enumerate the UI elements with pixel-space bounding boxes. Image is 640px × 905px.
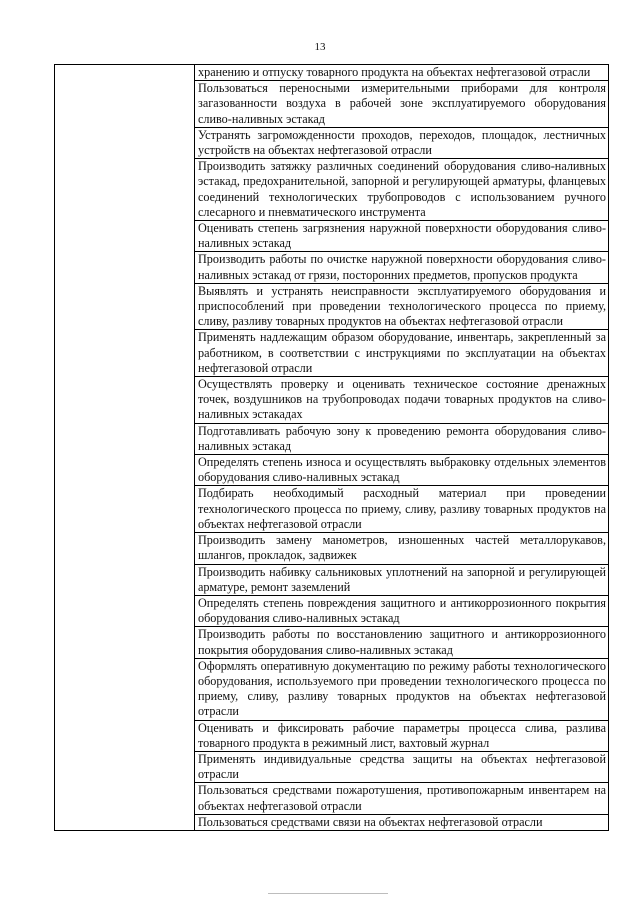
skill-cell	[195, 720, 609, 751]
skill-text: Определять степень повреждения защитного и антикоррозионного покрытия оборудования сливо-наливных эстакад	[198, 595, 606, 626]
skill-text: Оценивать и фиксировать рабочие параметры процесса слива, разлива товарного продукта в режимный лист, вахтовый журнал	[198, 720, 606, 750]
skill-cell	[195, 486, 609, 533]
skill-text: Осуществлять проверку и оценивать техническое состояние дренажных точек, воздушников на трубопроводах подачи товарных продуктов на сливо-наливных эстакадах	[198, 377, 606, 422]
skill-text: Производить замену манометров, изношенных частей металлорукавов, шлангов, прокладок, задвижек	[198, 533, 606, 563]
skill-text: Устранять загроможденности проходов, переходов, площадок, лестничных устройств на объектах нефтегазовой отрасли	[198, 127, 606, 158]
skill-cell	[195, 455, 609, 486]
skill-cell	[195, 564, 609, 595]
skill-cell	[195, 159, 609, 221]
skill-cell	[195, 330, 609, 377]
skill-cell	[195, 283, 609, 330]
scan-artifact-line	[268, 893, 388, 894]
skill-cell	[195, 751, 609, 782]
skill-cell	[195, 65, 609, 81]
skill-cell	[195, 252, 609, 283]
skill-cell	[195, 658, 609, 720]
skill-cell	[195, 627, 609, 658]
skill-text: Оформлять оперативную документацию по режиму работы технологического оборудования, используемого при проведении технологического процесса по приему, сливу, разливу товарных продуктов на объектах нефтегазовой отрасли	[198, 658, 606, 719]
page-number: 13	[314, 41, 326, 53]
skill-cell	[195, 783, 609, 814]
skill-text: Оценивать степень загрязнения наружной поверхности оборудования сливо-наливных эстакад	[198, 221, 606, 251]
skill-text: Применять надлежащим образом оборудование, инвентарь, закрепленный за работником, в соответствии с инструкциями по эксплуатации на объектах нефтегазовой отрасли	[198, 330, 606, 375]
skill-text: Пользоваться переносными измерительными приборами для контроля загазованности воздуха в рабочей зоне эксплуатируемого оборудования сливо-наливных эстакад	[198, 81, 606, 126]
skills-table	[54, 64, 609, 831]
skill-text: Определять степень износа и осуществлять выбраковку отдельных элементов оборудования сливо-наливных эстакад	[198, 455, 606, 485]
skill-text: хранению и отпуску товарного продукта на объектах нефтегазовой отрасли	[198, 65, 591, 79]
skill-cell	[195, 377, 609, 424]
skill-text: Подбирать необходимый расходный материал при проведении технологического процесса по приему, сливу, разливу товарных продуктов на объектах нефтегазовой отрасли	[198, 486, 606, 531]
skill-cell	[195, 814, 609, 830]
skill-text: Пользоваться средствами пожаротушения, противопожарным инвентарем на объектах нефтегазовой отрасли	[198, 783, 606, 813]
left-column-cell	[55, 65, 195, 831]
skill-cell	[195, 127, 609, 158]
skill-cell	[195, 595, 609, 626]
skill-cell	[195, 533, 609, 564]
skill-text: Производить набивку сальниковых уплотнений на запорной и регулирующей арматуре, ремонт заземлений	[198, 564, 606, 594]
skill-text: Пользоваться средствами связи на объектах нефтегазовой отрасли	[198, 814, 543, 829]
skill-text: Производить работы по восстановлению защитного и антикоррозионного покрытия оборудования сливо-наливных эстакад	[198, 627, 606, 657]
skill-text: Подготавливать рабочую зону к проведению ремонта оборудования сливо-наливных эстакад	[198, 423, 606, 453]
skill-text: Применять индивидуальные средства защиты на объектах нефтегазовой отрасли	[198, 751, 606, 782]
skill-cell	[195, 221, 609, 252]
skill-cell	[195, 423, 609, 454]
table-row	[55, 65, 609, 81]
skill-cell	[195, 81, 609, 128]
skills-table-body	[55, 65, 609, 831]
skill-text: Производить работы по очистке наружной поверхности оборудования сливо-наливных эстакад от грязи, посторонних предметов, пропусков продукта	[198, 252, 606, 282]
skill-text: Выявлять и устранять неисправности эксплуатируемого оборудования и приспособлений при проведении технологического процесса по приему, сливу, разливу товарных продуктов на объектах нефтегазовой отрасли	[198, 283, 606, 329]
skill-text: Производить затяжку различных соединений оборудования сливо-наливных эстакад, предохранительной, запорной и регулирующей арматуры, фланцевых соединений технологических трубопроводов с использованием ручного слесарного и пневматического инструмента	[198, 159, 606, 219]
